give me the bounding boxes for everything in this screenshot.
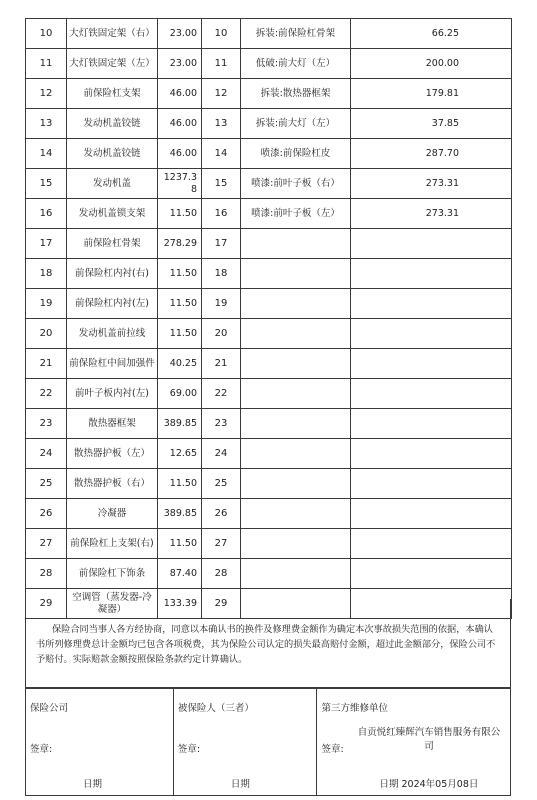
part-name: 前保险杠下饰条: [67, 559, 158, 589]
part-price: 46.00: [158, 139, 202, 169]
repair-items-table: [25, 18, 512, 619]
repair-shop-label: 第三方维修单位: [321, 703, 388, 714]
part-price: 278.29: [158, 229, 202, 259]
labor-fee: 273.31: [351, 199, 512, 229]
labor-number: 13: [202, 109, 241, 139]
item-number: 20: [26, 319, 67, 349]
labor-item: 喷漆:前叶子板（左）: [241, 199, 351, 229]
labor-number: 14: [202, 139, 241, 169]
labor-fee: [351, 439, 512, 469]
table-row: [26, 229, 512, 259]
part-price: 11.50: [158, 319, 202, 349]
item-number: 13: [26, 109, 67, 139]
part-price: 11.50: [158, 469, 202, 499]
repair-seal-label: 签章:: [321, 744, 344, 755]
labor-fee: [351, 409, 512, 439]
table-row: [26, 319, 512, 349]
table-row: [26, 469, 512, 499]
labor-fee: [351, 379, 512, 409]
insurer-date-label: 日期: [83, 779, 103, 790]
labor-number: 28: [202, 559, 241, 589]
part-price: 133.39: [158, 589, 202, 619]
repair-date: 日期 2024年05月08日: [379, 779, 479, 790]
labor-item: [241, 559, 351, 589]
labor-item: [241, 409, 351, 439]
table-row: [26, 439, 512, 469]
part-price: 11.50: [158, 259, 202, 289]
labor-fee: 273.31: [351, 169, 512, 199]
item-number: 27: [26, 529, 67, 559]
labor-item: 拆装:前大灯（左）: [241, 109, 351, 139]
part-name: 前保险杠骨架: [67, 229, 158, 259]
insured-signature-cell: [174, 689, 318, 795]
part-name: 空调管（蒸发器-冷凝器）: [67, 589, 158, 619]
labor-fee: 287.70: [351, 139, 512, 169]
labor-fee: [351, 499, 512, 529]
labor-number: 23: [202, 409, 241, 439]
part-name: 散热器护板（右）: [67, 469, 158, 499]
labor-item: 低破:前大灯（左）: [241, 49, 351, 79]
item-number: 14: [26, 139, 67, 169]
item-number: 18: [26, 259, 67, 289]
table-row: [26, 409, 512, 439]
insured-seal-label: 签章:: [177, 744, 201, 755]
item-number: 12: [26, 79, 67, 109]
insurer-label: 保险公司: [30, 703, 69, 714]
part-name: 发动机盖前拉线: [67, 319, 158, 349]
labor-number: 25: [202, 469, 241, 499]
labor-fee: 200.00: [351, 49, 512, 79]
part-name: 发动机盖锁支架: [67, 199, 158, 229]
item-number: 11: [26, 49, 67, 79]
part-name: 大灯铁固定架（左）: [67, 49, 158, 79]
labor-number: 18: [202, 259, 241, 289]
part-name: 大灯铁固定架（右）: [67, 19, 158, 49]
item-number: 26: [26, 499, 67, 529]
labor-item: [241, 469, 351, 499]
table-row: [26, 559, 512, 589]
part-price: 11.50: [158, 199, 202, 229]
item-number: 28: [26, 559, 67, 589]
labor-number: 20: [202, 319, 241, 349]
table-row: [26, 289, 512, 319]
table-row: [26, 109, 512, 139]
labor-number: 10: [202, 19, 241, 49]
item-number: 23: [26, 409, 67, 439]
repair-company-name: 自贡悦红臻辉汽车销售服务有限公司: [357, 727, 501, 752]
item-number: 16: [26, 199, 67, 229]
item-number: 22: [26, 379, 67, 409]
repair-items-body: [26, 19, 512, 619]
repair-shop-signature-cell: [317, 689, 510, 795]
part-name: 散热器护板（左）: [67, 439, 158, 469]
part-name: 散热器框架: [67, 409, 158, 439]
part-name: 前保险杠内衬(左): [67, 289, 158, 319]
labor-number: 21: [202, 349, 241, 379]
labor-number: 26: [202, 499, 241, 529]
labor-number: 24: [202, 439, 241, 469]
item-number: 19: [26, 289, 67, 319]
labor-item: [241, 349, 351, 379]
part-price: 46.00: [158, 109, 202, 139]
insurer-seal-label: 签章:: [30, 744, 53, 755]
part-price: 87.40: [158, 559, 202, 589]
labor-item: [241, 499, 351, 529]
labor-item: [241, 229, 351, 259]
labor-number: 15: [202, 169, 241, 199]
labor-item: 喷漆:前叶子板（右）: [241, 169, 351, 199]
labor-item: 喷漆:前保险杠皮: [241, 139, 351, 169]
insurer-signature-cell: [26, 689, 174, 795]
labor-fee: [351, 559, 512, 589]
labor-fee: [351, 259, 512, 289]
labor-number: 19: [202, 289, 241, 319]
part-price: 46.00: [158, 79, 202, 109]
table-row: [26, 349, 512, 379]
item-number: 10: [26, 19, 67, 49]
agreement-notice: [25, 599, 511, 688]
labor-item: [241, 529, 351, 559]
labor-item: 拆装:前保险杠骨架: [241, 19, 351, 49]
labor-fee: [351, 289, 512, 319]
labor-item: [241, 289, 351, 319]
part-price: 389.85: [158, 409, 202, 439]
labor-item: [241, 259, 351, 289]
item-number: 25: [26, 469, 67, 499]
labor-fee: [351, 349, 512, 379]
part-name: 前保险杠支架: [67, 79, 158, 109]
labor-number: 22: [202, 379, 241, 409]
table-row: [26, 19, 512, 49]
signature-section: [25, 688, 511, 796]
labor-fee: [351, 469, 512, 499]
labor-item: 拆装:散热器框架: [241, 79, 351, 109]
table-row: [26, 199, 512, 229]
part-price: 1237.38: [158, 169, 202, 199]
table-row: [26, 499, 512, 529]
labor-fee: 66.25: [351, 19, 512, 49]
labor-number: 12: [202, 79, 241, 109]
labor-fee: [351, 229, 512, 259]
labor-number: 11: [202, 49, 241, 79]
labor-fee: [351, 319, 512, 349]
labor-number: 29: [202, 589, 241, 619]
part-name: 发动机盖铰链: [67, 109, 158, 139]
labor-item: [241, 439, 351, 469]
table-row: [26, 79, 512, 109]
insured-date-label: 日期: [230, 779, 250, 790]
agreement-text: 保险合同当事人各方经协商，同意以本确认书的换件及修理费金额作为确定本次事故损失范围的依据，本确认书所列修理费总计金额均已包含各项税费，其为保险公司认定的损失最高赔付金额，超过此金额部分，保险公司不予赔付。实际赔款金额按照保险条款约定计算确认。: [36, 624, 496, 665]
labor-number: 16: [202, 199, 241, 229]
labor-item: [241, 319, 351, 349]
part-price: 40.25: [158, 349, 202, 379]
item-number: 21: [26, 349, 67, 379]
table-row: [26, 259, 512, 289]
part-price: 389.85: [158, 499, 202, 529]
table-row: [26, 169, 512, 199]
part-price: 69.00: [158, 379, 202, 409]
item-number: 29: [26, 589, 67, 619]
item-number: 17: [26, 229, 67, 259]
part-name: 前保险杠上支架(右): [67, 529, 158, 559]
labor-fee: 179.81: [351, 79, 512, 109]
table-row: [26, 139, 512, 169]
part-name: 发动机盖铰链: [67, 139, 158, 169]
table-row: [26, 379, 512, 409]
labor-number: 27: [202, 529, 241, 559]
part-name: 前保险杠内衬(右): [67, 259, 158, 289]
table-row: [26, 49, 512, 79]
part-price: 23.00: [158, 19, 202, 49]
labor-item: [241, 379, 351, 409]
part-price: 23.00: [158, 49, 202, 79]
part-name: 前叶子板内衬(左): [67, 379, 158, 409]
insured-label: 被保险人（三者）: [177, 703, 254, 714]
item-number: 15: [26, 169, 67, 199]
part-name: 冷凝器: [67, 499, 158, 529]
part-price: 12.65: [158, 439, 202, 469]
part-name: 发动机盖: [67, 169, 158, 199]
table-row: [26, 529, 512, 559]
labor-fee: [351, 529, 512, 559]
labor-number: 17: [202, 229, 241, 259]
part-price: 11.50: [158, 529, 202, 559]
item-number: 24: [26, 439, 67, 469]
part-name: 前保险杠中间加强件: [67, 349, 158, 379]
part-price: 11.50: [158, 289, 202, 319]
labor-fee: 37.85: [351, 109, 512, 139]
